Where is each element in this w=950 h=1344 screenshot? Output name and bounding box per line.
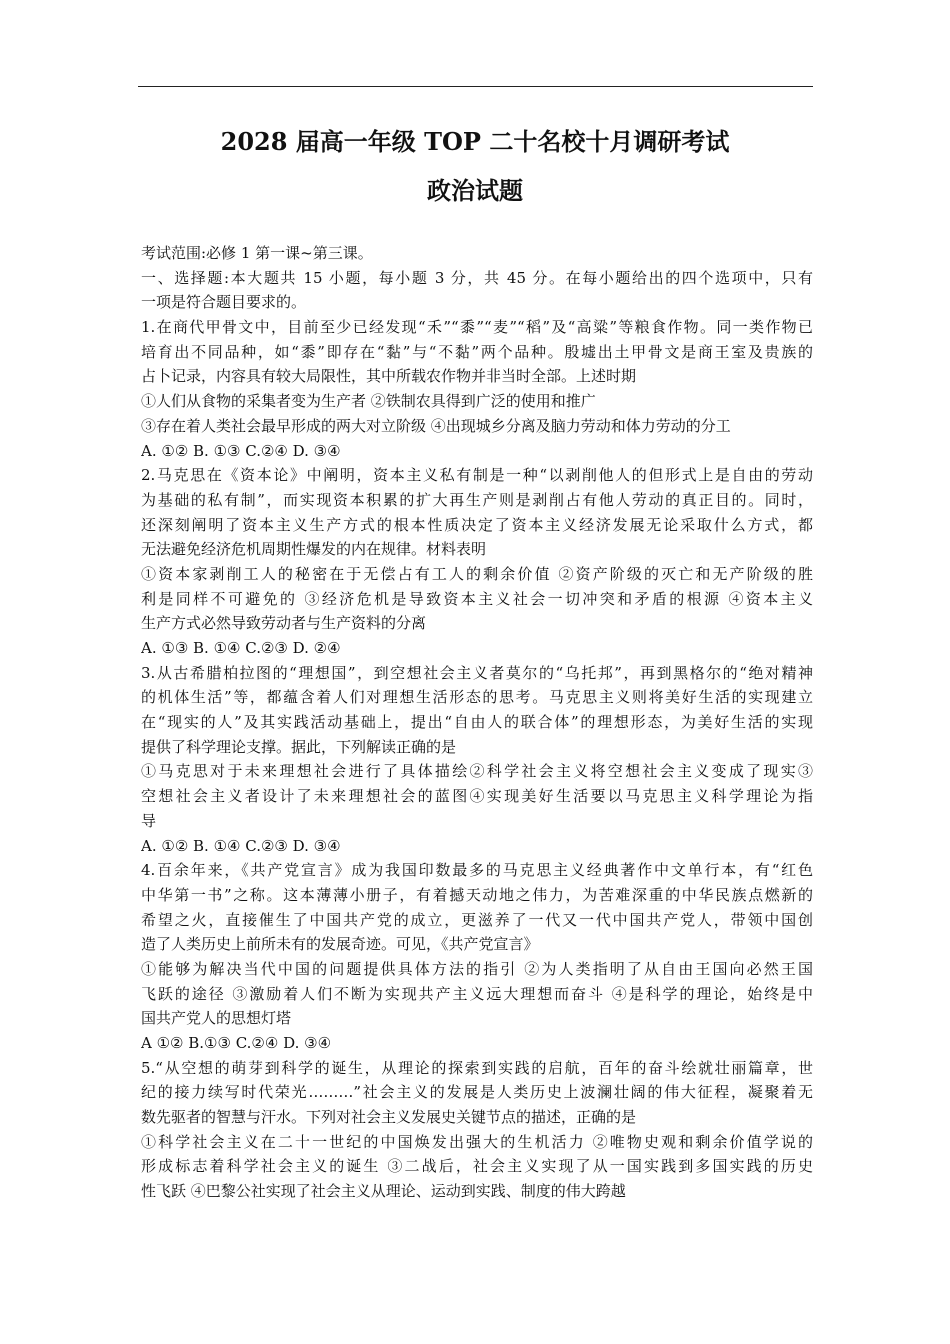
- question-5: [141, 1056, 813, 1204]
- section-instructions: [141, 266, 813, 315]
- question-line: 导: [141, 811, 157, 830]
- question-line: 在“现实的人”及其实践活动基础上，提出“自由人的联合体”的理想形态，为美好生活的实现: [141, 713, 813, 732]
- text-line: 一、选择题:本大题共 15 小题，每小题 3 分，共 45 分。在每小题给出的四个选项中，只有: [141, 268, 813, 287]
- question-line: 纪的接力续写时代荣光………”社会主义的发展是人类历史上波澜壮阔的伟大征程，凝聚着无: [141, 1083, 813, 1102]
- question-line: 4.百余年来，《共产党宣言》成为我国印数最多的马克思主义经典著作中文单行本，有“红色: [141, 861, 813, 880]
- question-line: 数先驱者的智慧与汗水。下列对社会主义发展史关键节点的描述，正确的是: [141, 1108, 637, 1127]
- question-line: 3.从古希腊柏拉图的“理想国”，到空想社会主义者莫尔的“乌托邦”，再到黑格尔的“绝对精神: [141, 663, 813, 682]
- text-line: 一项是符合题目要求的。: [141, 293, 307, 312]
- question-line: 无法避免经济危机周期性爆发的内在规律。材料表明: [141, 540, 487, 559]
- question-line: 提供了科学理论支撑。据此，下列解读正确的是: [141, 737, 457, 756]
- header-rule: [138, 86, 813, 87]
- question-line: 1.在商代甲骨文中，目前至少已经发现“禾”“黍”“麦”“稻”及“高粱”等粮食作物。同一类作物已: [141, 318, 813, 337]
- question-line: 占卜记录，内容具有较大局限性，其中所载农作物并非当时全部。上述时期: [141, 367, 637, 386]
- question-4: [141, 858, 813, 1056]
- question-line: ①能够为解决当代中国的问题提供具体方法的指引 ②为人类指明了从自由王国向必然王国: [141, 959, 813, 978]
- question-line: 2.马克思在《资本论》中阐明，资本主义私有制是一种“以剥削他人的但形式上是自由的劳动: [141, 466, 813, 485]
- answer-options: A. ①② B. ①④ C.②③ D. ③④: [141, 836, 341, 855]
- question-line: ①资本家剥削工人的秘密在于无偿占有工人的剩余价值 ②资产阶级的灭亡和无产阶级的胜: [141, 564, 813, 583]
- exam-subtitle: 政治试题: [427, 176, 523, 205]
- question-line: 空想社会主义者设计了未来理想社会的蓝图④实现美好生活要以马克思主义科学理论为指: [141, 787, 813, 806]
- exam-body: [141, 241, 813, 1204]
- question-1: [141, 315, 813, 463]
- question-line: 5.“从空想的萌芽到科学的诞生，从理论的探索到实践的启航，百年的奋斗绘就壮丽篇章，世: [141, 1058, 813, 1077]
- question-line: 中华第一书”之称。这本薄薄小册子，有着撼天动地之伟力，为苦难深重的中华民族点燃新的: [141, 885, 813, 904]
- question-line: 还深刻阐明了资本主义生产方式的根本性质决定了资本主义经济发展无论采取什么方式，都: [141, 515, 813, 534]
- answer-options: A. ①② B. ①③ C.②④ D. ③④: [141, 441, 341, 460]
- question-line: 的机体生活”等，都蕴含着人们对理想生活形态的思考。马克思主义则将美好生活的实现建立: [141, 688, 813, 707]
- question-line: 希望之火，直接催生了中国共产党的成立，更滋养了一代又一代中国共产党人，带领中国创: [141, 910, 813, 929]
- answer-options: A ①② B.①③ C.②④ D. ③④: [141, 1034, 332, 1052]
- question-line: 生产方式必然导致劳动者与生产资料的分离: [141, 614, 427, 633]
- question-line: ③存在着人类社会最早形成的两大对立阶级 ④出现城乡分离及脑力劳动和体力劳动的分工: [141, 416, 731, 435]
- exam-title: 2028 届高一年级 TOP 二十名校十月调研考试: [220, 127, 730, 156]
- question-line: ①科学社会主义在二十一世纪的中国焕发出强大的生机活力 ②唯物史观和剩余价值学说的: [141, 1132, 813, 1151]
- question-line: ①马克思对于未来理想社会进行了具体描绘②科学社会主义将空想社会主义变成了现实③: [141, 762, 813, 781]
- question-line: 形成标志着科学社会主义的诞生 ③二战后，社会主义实现了从一国实践到多国实践的历史: [141, 1157, 813, 1176]
- question-line: ①人们从食物的采集者变为生产者 ②铁制农具得到广泛的使用和推广: [141, 392, 596, 411]
- question-line: 为基础的私有制”，而实现资本积累的扩大再生产则是剥削占有他人劳动的真正目的。同时，: [141, 490, 813, 509]
- question-line: 培育出不同品种，如“黍”即存在“黏”与“不黏”两个品种。殷墟出土甲骨文是商王室及贵族的: [141, 342, 813, 361]
- question-line: 飞跃的途径 ③激励着人们不断为实现共产主义远大理想而奋斗 ④是科学的理论，始终是中: [141, 984, 813, 1003]
- question-line: 国共产党人的思想灯塔: [141, 1009, 292, 1028]
- question-line: 造了人类历史上前所未有的发展奇迹。可见，《共产党宣言》: [141, 935, 539, 954]
- question-3: [141, 661, 813, 859]
- exam-scope: 考试范围:必修 1 第一课~第三课。: [141, 244, 373, 262]
- question-line: 利是同样不可避免的 ③经济危机是导致资本主义社会一切冲突和矛盾的根源 ④资本主义: [141, 589, 813, 608]
- question-2: [141, 463, 813, 661]
- question-line: 性飞跃 ④巴黎公社实现了社会主义从理论、运动到实践、制度的伟大跨越: [141, 1182, 626, 1201]
- answer-options: A. ①③ B. ①④ C.②③ D. ②④: [141, 639, 341, 657]
